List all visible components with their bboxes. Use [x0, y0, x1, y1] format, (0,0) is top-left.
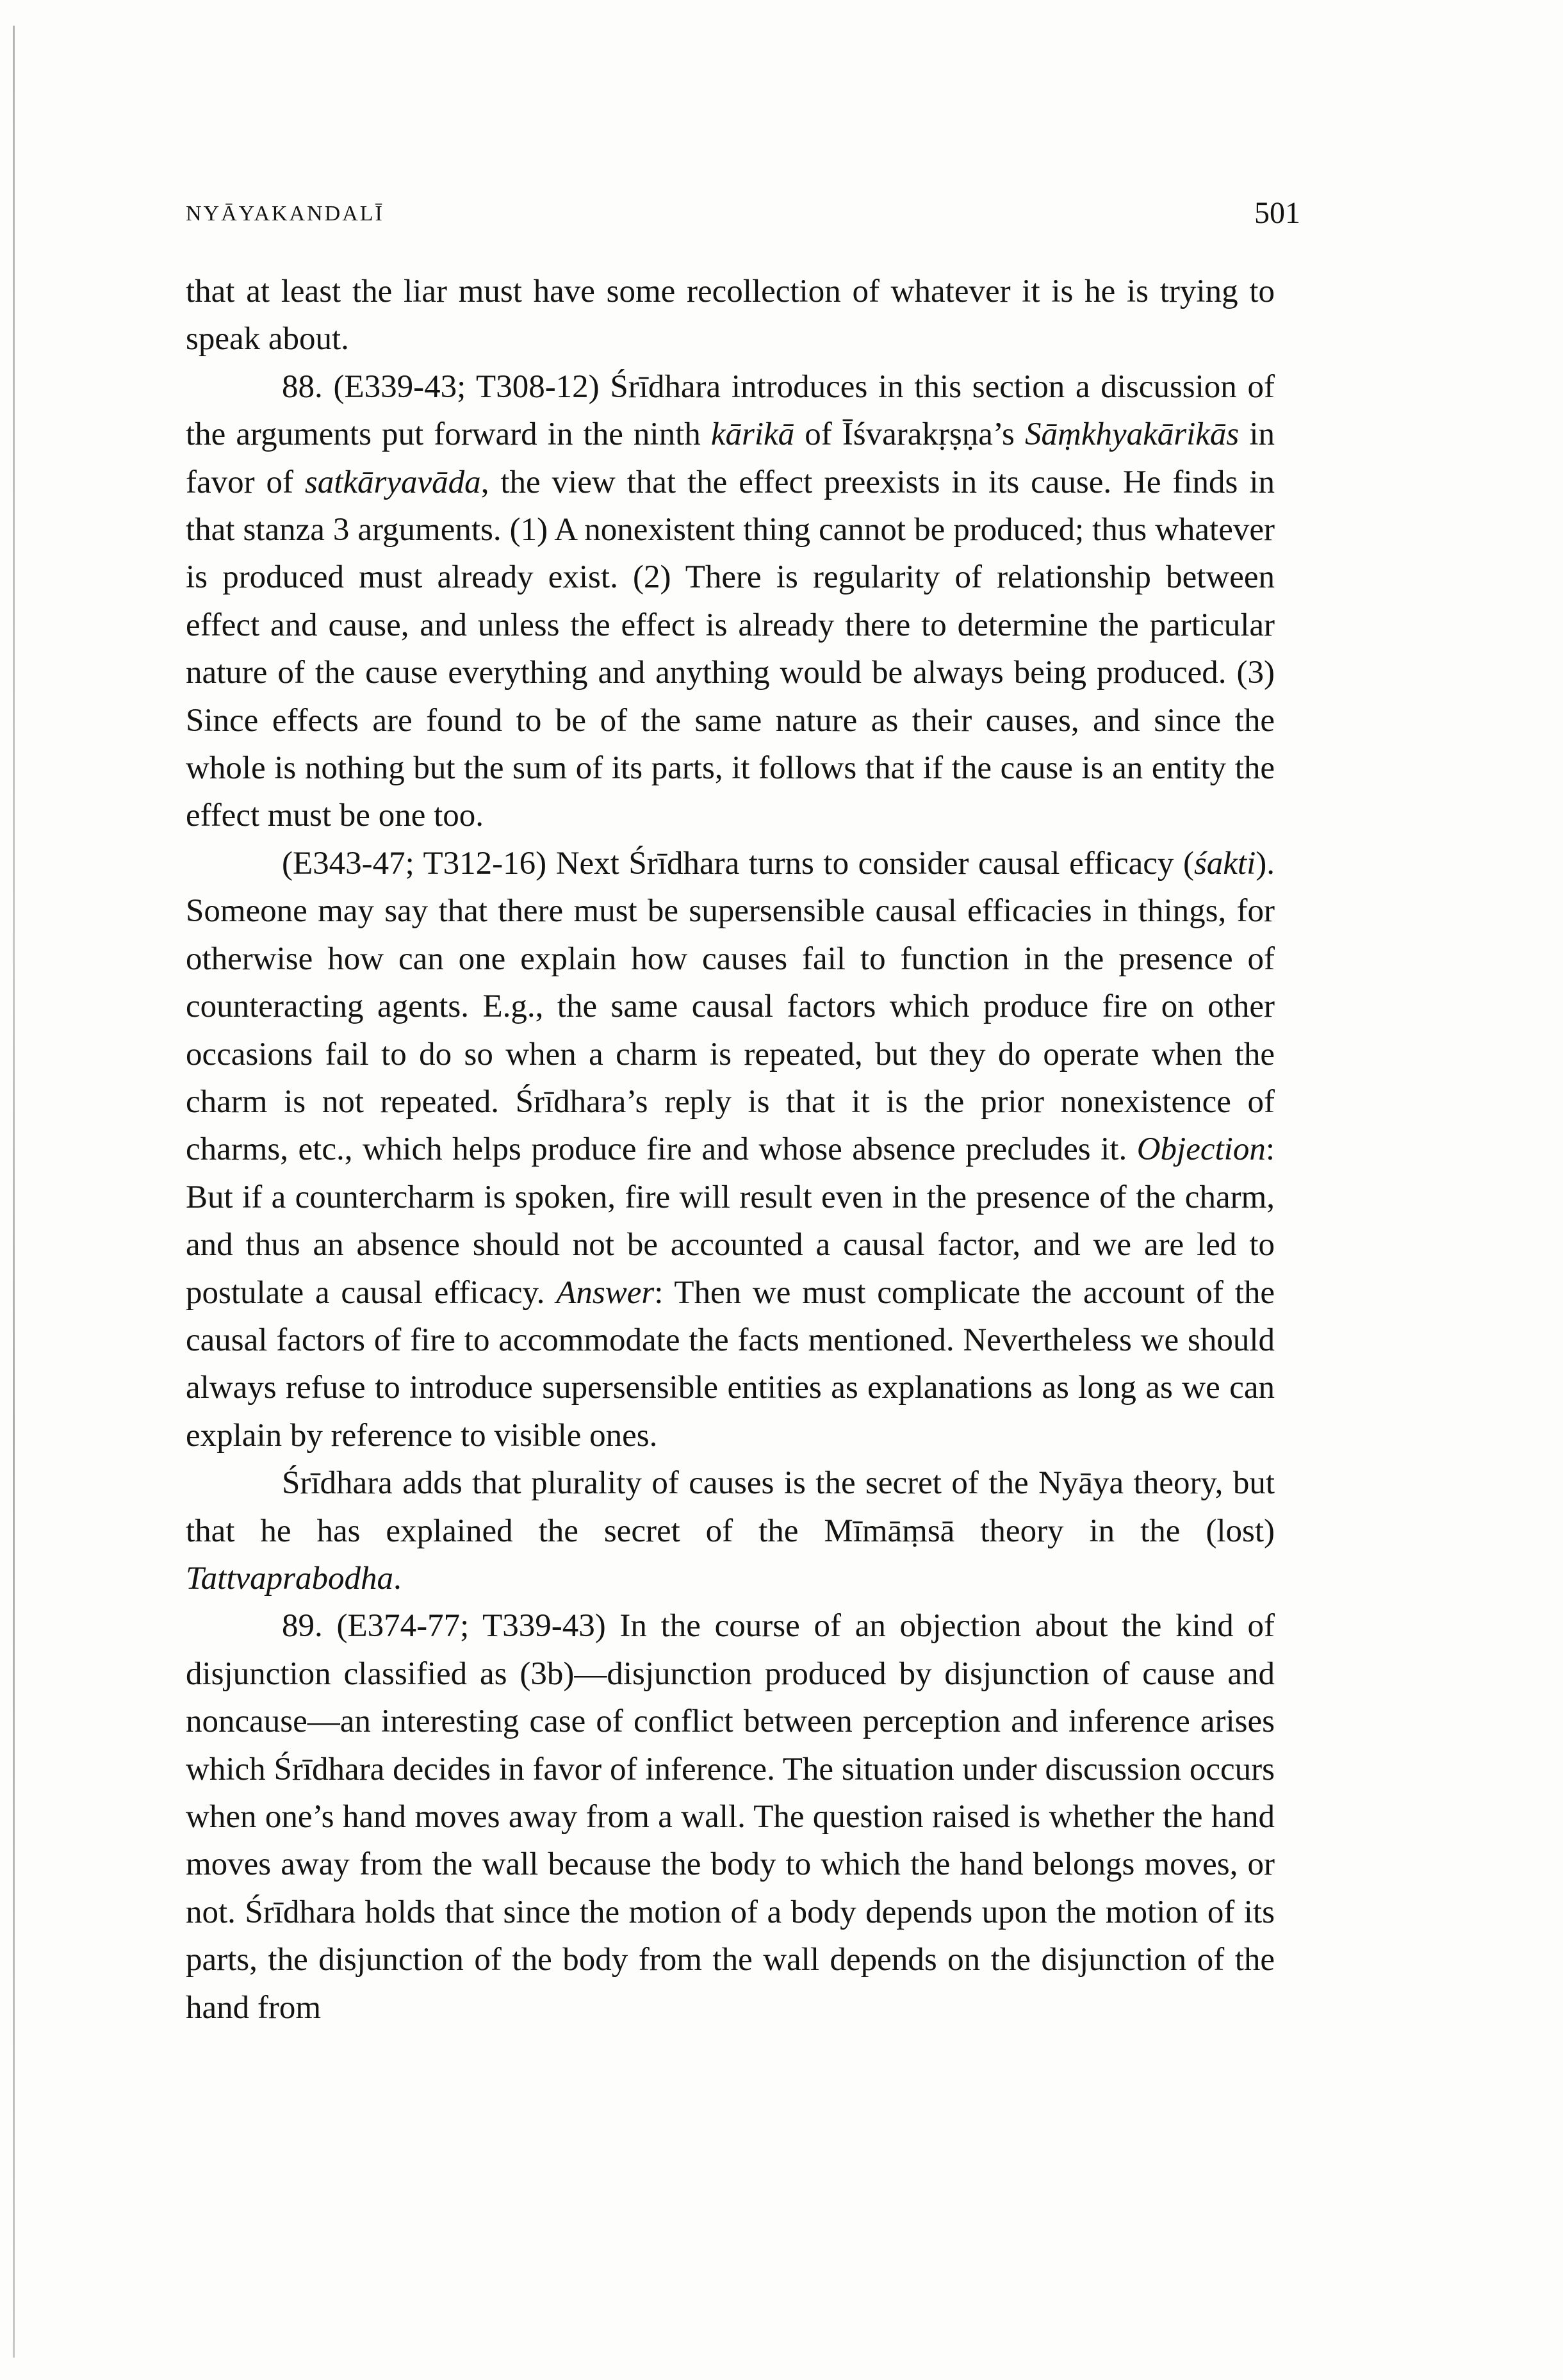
text-run: in favor of	[186, 416, 1275, 500]
text-run: of Īśvarakṛṣṇa’s	[794, 416, 1025, 453]
text-run: (E343-47; T312-16) Next Śrīdhara turns to consider causal efficacy (	[282, 845, 1194, 882]
italic-term: satkāryavāda	[304, 464, 481, 500]
paragraph-section-89: 89. (E374-77; T339-43) In the course of an objection about the kind of disjunction classified as (3b)—disjunction produced by disjunction of cause and noncause—an interesting case of conflict between perception and inference arises which Śrīdhara decides in favor of inference. The situation under discussion occurs when one’s hand moves away from a wall. The question raised is whether the hand moves away from the wall because the body to which the hand belongs moves, or not. Śrīdhara holds that since the motion of a body depends upon the motion of its parts, the disjunction of the body from the wall depends on the disjunction of the hand from	[186, 1608, 1275, 2026]
italic-term: Sāṃkhyakārikās	[1024, 416, 1240, 453]
paragraph-plurality-of-causes	[186, 1459, 1275, 1602]
text-run: : But if a countercharm is spoken, fire will result even in the presence of the charm, and thus an absence should not be accounted a causal factor, and we are led to postulate a causal efficacy.	[186, 1131, 1275, 1311]
page-header	[186, 195, 1300, 234]
text-run: : Then we must complicate the account of the causal factors of fire to accommodate the facts mentioned. Nevertheless we should always refuse to introduce supersensible entities as explanations as long as we can explain by reference to visible ones.	[186, 1274, 1275, 1454]
italic-term: kārikā	[710, 416, 795, 453]
text-run: ). Someone may say that there must be supersensible causal efficacies in things, for otherwise how can one explain how causes fail to function in the presence of counteracting agents. E.g., the same causal factors which produce fire on other occasions fail to do so when a charm is repeated, but they do operate when the charm is not repeated. Śrīdhara’s reply is that it is the prior nonexistence of charms, etc., which helps produce fire and whose absence precludes it.	[186, 845, 1275, 1168]
italic-term: śakti	[1193, 845, 1256, 882]
text-run: 88. (E339-43; T308-12) Śrīdhara introduces in this section a discussion of the arguments put forward in the ninth	[186, 368, 1275, 453]
text-run: .	[393, 1560, 402, 1596]
body-text	[186, 268, 1275, 2031]
italic-term: Objection	[1136, 1131, 1266, 1168]
scan-binding-edge	[13, 26, 15, 2358]
text-run: , the view that the effect preexists in its cause. He finds in that stanza 3 arguments. (1) A nonexistent thing cannot be produced; thus whatever is produced must already exist. (2) There is regularity of relationship between effect and cause, and unless the effect is already there to determine the particular nature of the cause everything and anything would be always being produced. (3) Since effects are found to be of the same nature as their causes, and since the whole is nothing but the sum of its parts, it follows that if the cause is an entity the effect must be one too.	[186, 464, 1275, 834]
paragraph-continuation: that at least the liar must have some recollection of whatever it is he is trying to speak about.	[186, 274, 1275, 357]
page-number: 501	[1254, 196, 1300, 230]
paragraph-causal-efficacy	[186, 840, 1275, 1459]
italic-term: Answer	[556, 1274, 655, 1311]
text-run: Śrīdhara adds that plurality of causes is the secret of the Nyāya theory, but that he has explained the secret of the Mīmāṃsā theory in the (lost)	[186, 1465, 1275, 1549]
paragraph-section-88	[186, 363, 1275, 840]
running-title: NYĀYAKANDALĪ	[186, 202, 384, 226]
italic-term: Tattvaprabodha	[186, 1560, 394, 1596]
